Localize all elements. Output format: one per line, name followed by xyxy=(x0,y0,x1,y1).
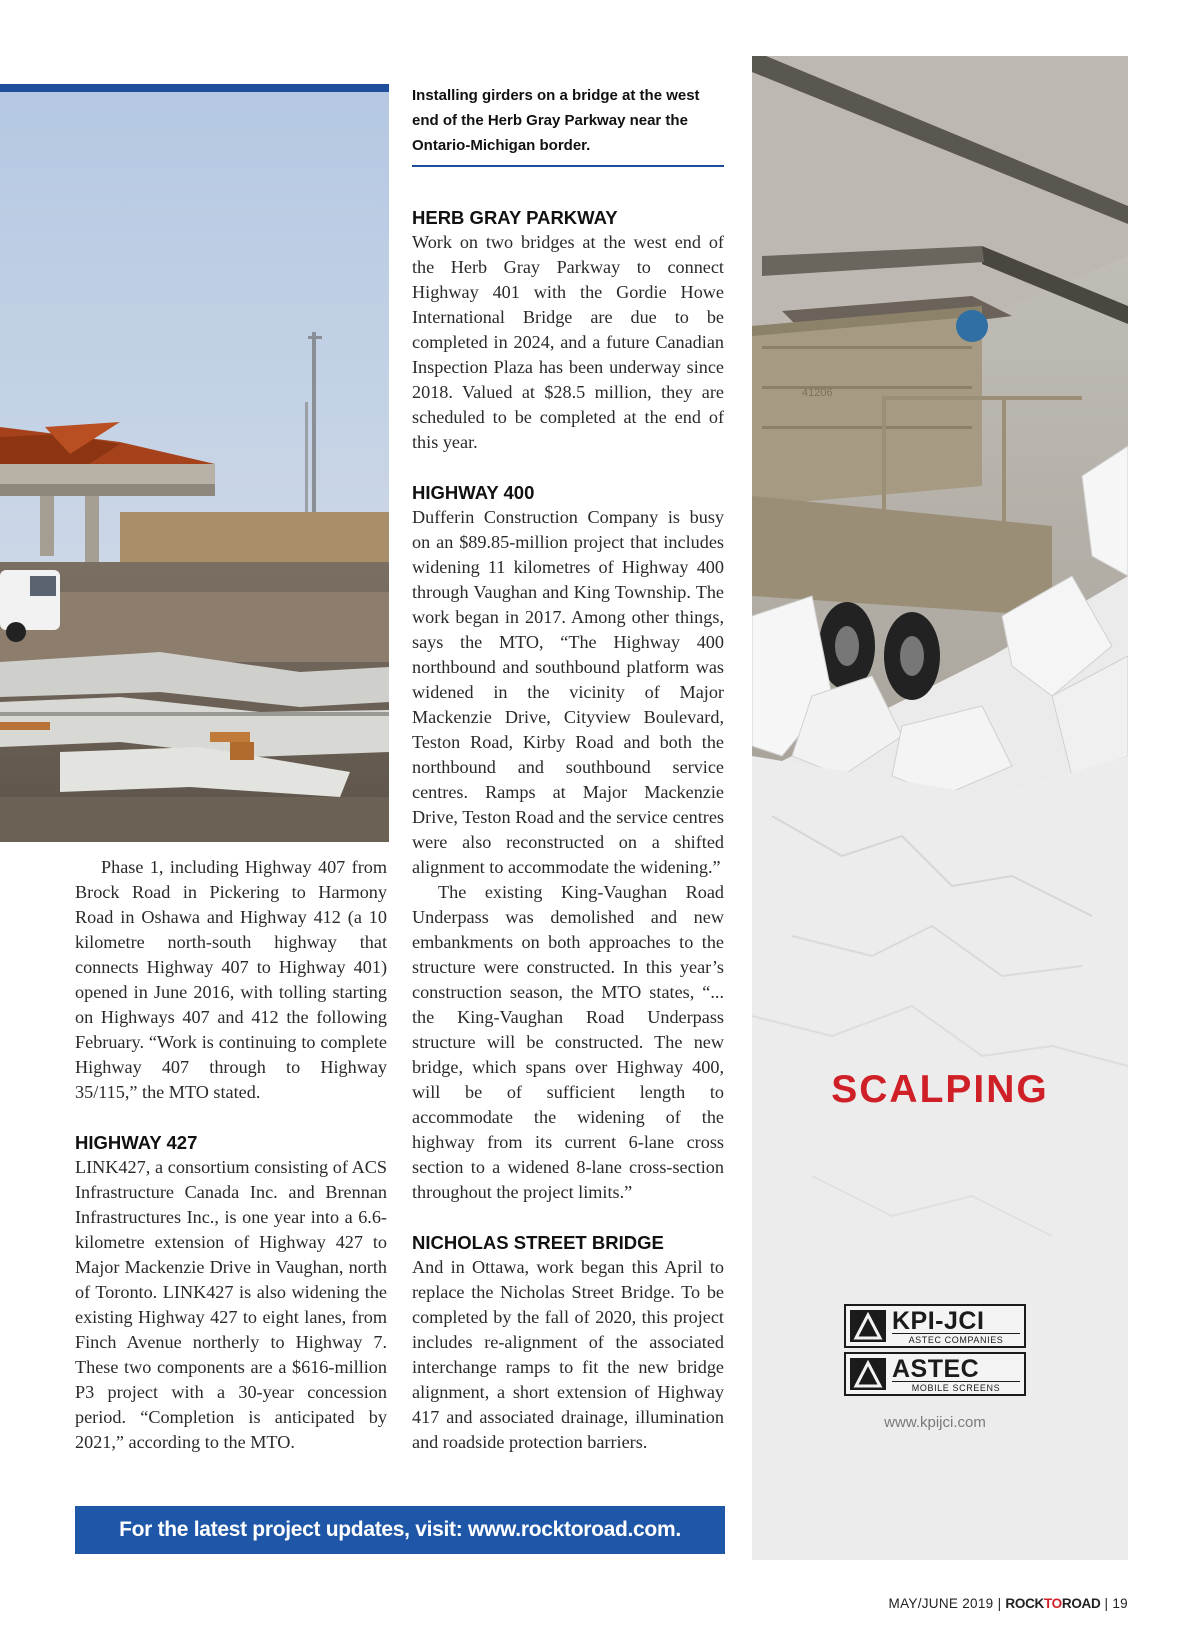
kpi-jci-mark-icon xyxy=(850,1310,886,1342)
page-number: 19 xyxy=(1112,1596,1128,1611)
brand-to: TO xyxy=(1043,1596,1062,1611)
caption-divider xyxy=(412,165,724,167)
brand-road: ROAD xyxy=(1061,1596,1101,1611)
left-column xyxy=(75,855,387,1455)
kpi-jci-name: KPI-JCI xyxy=(892,1307,985,1335)
kpi-jci-subtitle: ASTEC COMPANIES xyxy=(892,1333,1020,1346)
phase1-paragraph: Phase 1, including Highway 407 from Brock Road in Pickering to Harmony Road in Oshawa and Highway 412 (a 10 kilometre north-south highway that connects Highway 407 to Highway 401) opened in June 2016, with tolling starting on Highways 407 and 412 the following February. “Work is continuing to complete Highway 407 through to Highway 35/115,” the MTO stated. xyxy=(75,857,387,1102)
page-folio xyxy=(889,1596,1128,1611)
brand-rock: ROCK xyxy=(1005,1596,1044,1611)
astec-mark-icon xyxy=(850,1358,886,1390)
kpi-jci-logo xyxy=(844,1304,1026,1348)
astec-subtitle: MOBILE SCREENS xyxy=(892,1381,1020,1394)
ad-url-link[interactable]: www.kpijci.com xyxy=(884,1414,986,1431)
astec-name: ASTEC xyxy=(892,1355,980,1383)
highway-427-heading: HIGHWAY 427 xyxy=(75,1132,198,1153)
folio-separator: | xyxy=(1104,1596,1113,1611)
herb-gray-heading: HERB GRAY PARKWAY xyxy=(412,207,618,228)
highway-400-paragraph-1: Dufferin Construction Company is busy on an $89.85-million project that includes widening 11 kilometres of Highway 400 through Vaughan and King Township. The work began in 2017. Among other things, says the MTO, “The Highway 400 northbound and southbound platform was widened in the vicinity of Major Mackenzie Drive, Cityview Boulevard, Teston Road, Kirby Road and both the northbound and southbound service centres. Ramps at Major Mackenzie Drive, Teston Road and the service centres were also reconstructed on a shifted alignment to accommodate the widening.” xyxy=(412,507,724,877)
spacer xyxy=(412,1205,724,1230)
issue-date: MAY/JUNE 2019 xyxy=(888,1596,994,1611)
folio-separator: | xyxy=(997,1596,1006,1611)
photo-caption: Installing girders on a bridge at the west end of the Herb Gray Parkway near the Ontario-Michigan border. xyxy=(412,87,700,154)
herb-gray-paragraph: Work on two bridges at the west end of the Herb Gray Parkway to connect Highway 401 with the Gordie Howe International Bridge are due to be completed in 2024, and a future Canadian Inspection Plaza has been underway since 2018. Valued at $28.5 million, they are scheduled to be completed at the end of this year. xyxy=(412,232,724,452)
nicholas-street-paragraph: And in Ottawa, work began this April to replace the Nicholas Street Bridge. To be completed by the fall of 2020, this project includes re-alignment of the associated interchange ramps to fit the new bridge alignment, a short extension of Highway 417 and associated drainage, illumination and roadside protection barriers. xyxy=(412,1257,724,1452)
website-banner[interactable]: For the latest project updates, visit: www.rocktoroad.com. xyxy=(75,1506,725,1554)
highway-400-paragraph-2: The existing King-Vaughan Road Underpass was demolished and new embankments on both approaches to the structure were constructed. In this year’s construction season, the MTO states, “... the King-Vaughan Road Underpass structure will be constructed. The new bridge, which spans over Highway 400, will be of sufficient length to accommodate the widening of the highway from its current 6-lane cross section to a widened 8-lane cross-section throughout the project limits.” xyxy=(412,882,724,1202)
spacer xyxy=(75,1105,387,1130)
highway-427-paragraph: LINK427, a consortium consisting of ACS Infrastructure Canada Inc. and Brennan Infrastructures Inc., is one year into a 6.6-kilometre extension of Highway 427 to Major Mackenzie Drive in Vaughan, north of Toronto. LINK427 is also widening the existing Highway 427 to eight lanes, from Finch Avenue northerly to Highway 7. These two components are a $616-million P3 project with a 30-year concession period. “Completion is anticipated by 2021,” according to the MTO. xyxy=(75,1157,387,1452)
magazine-brand xyxy=(1005,1596,1100,1611)
spacer xyxy=(412,455,724,480)
astec-logo xyxy=(844,1352,1026,1396)
right-column xyxy=(412,205,724,1455)
ad-headline: SCALPING xyxy=(831,1068,1049,1111)
equipment-number: 41206 xyxy=(802,387,833,399)
nicholas-street-heading: NICHOLAS STREET BRIDGE xyxy=(412,1232,664,1253)
bridge-construction-photo xyxy=(0,92,389,842)
highway-400-heading: HIGHWAY 400 xyxy=(412,482,535,503)
